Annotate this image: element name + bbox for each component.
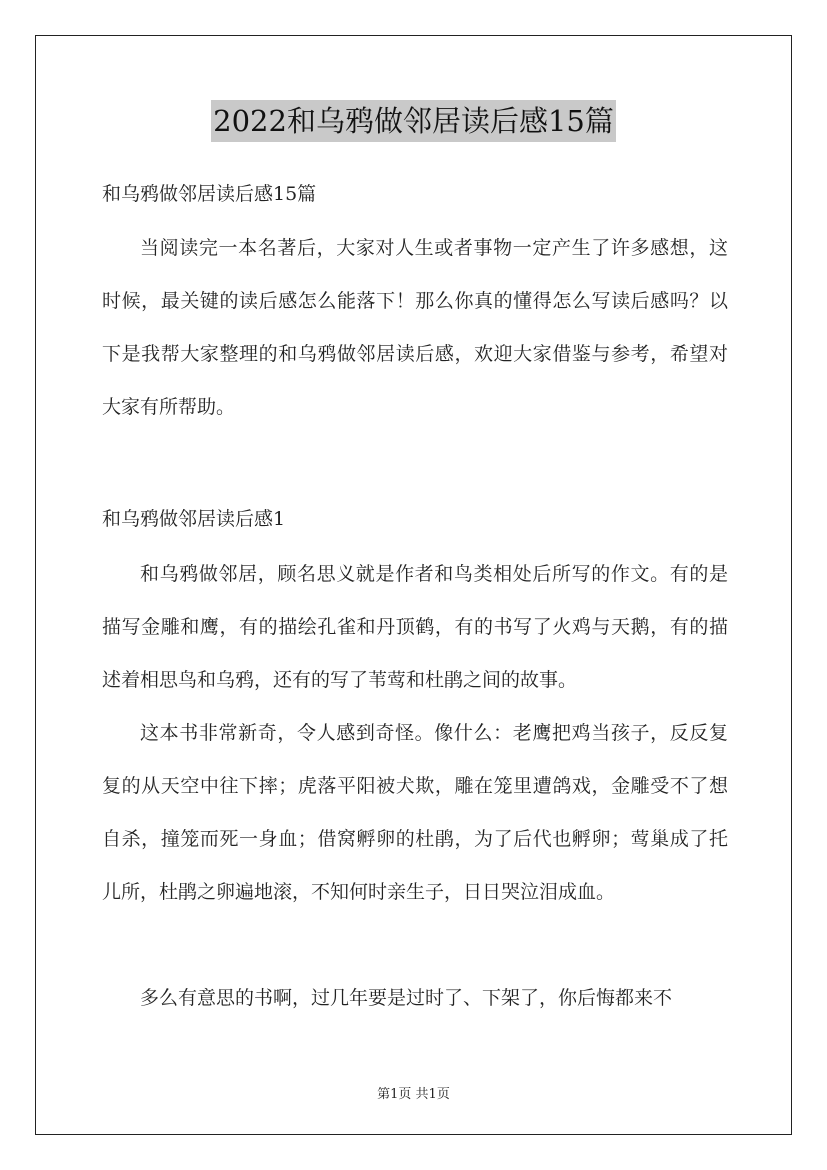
page-footer: 第1页 共1页 xyxy=(377,1087,450,1102)
document-title: 2022和乌鸦做邻居读后感15篇 xyxy=(211,100,616,142)
intro-paragraph: 当阅读完一本名著后，大家对人生或者事物一定产生了许多感想，这时候，最关键的读后感怎么能落下！那么你真的懂得怎么写读后感吗？以下是我帮大家整理的和乌鸦做邻居读后感，欢迎大家借鉴与参考，希望对大家有所帮助。 xyxy=(102,237,728,418)
intro-heading: 和乌鸦做邻居读后感15篇 xyxy=(102,183,317,205)
section-heading: 和乌鸦做邻居读后感1 xyxy=(102,508,286,530)
body-paragraph-1: 和乌鸦做邻居，顾名思义就是作者和鸟类相处后所写的作文。有的是描写金雕和鹰，有的描绘孔雀和丹顶鹤，有的书写了火鸡与天鹅，有的描述着相思鸟和乌鸦，还有的写了苇莺和杜鹃之间的故事。 xyxy=(102,563,728,691)
body-paragraph-2: 这本书非常新奇，令人感到奇怪。像什么：老鹰把鸡当孩子，反反复复的从天空中往下摔；虎落平阳被犬欺，雕在笼里遭鸽戏，金雕受不了想自杀，撞笼而死一身血；借窝孵卵的杜鹃，为了后代也孵卵；莺巢成了托儿所，杜鹃之卵遍地滚，不知何时亲生子，日日哭泣泪成血。 xyxy=(102,722,728,903)
body-paragraph-3: 多么有意思的书啊，过几年要是过时了、下架了，你后悔都来不 xyxy=(140,987,673,1009)
title-container xyxy=(0,100,827,142)
